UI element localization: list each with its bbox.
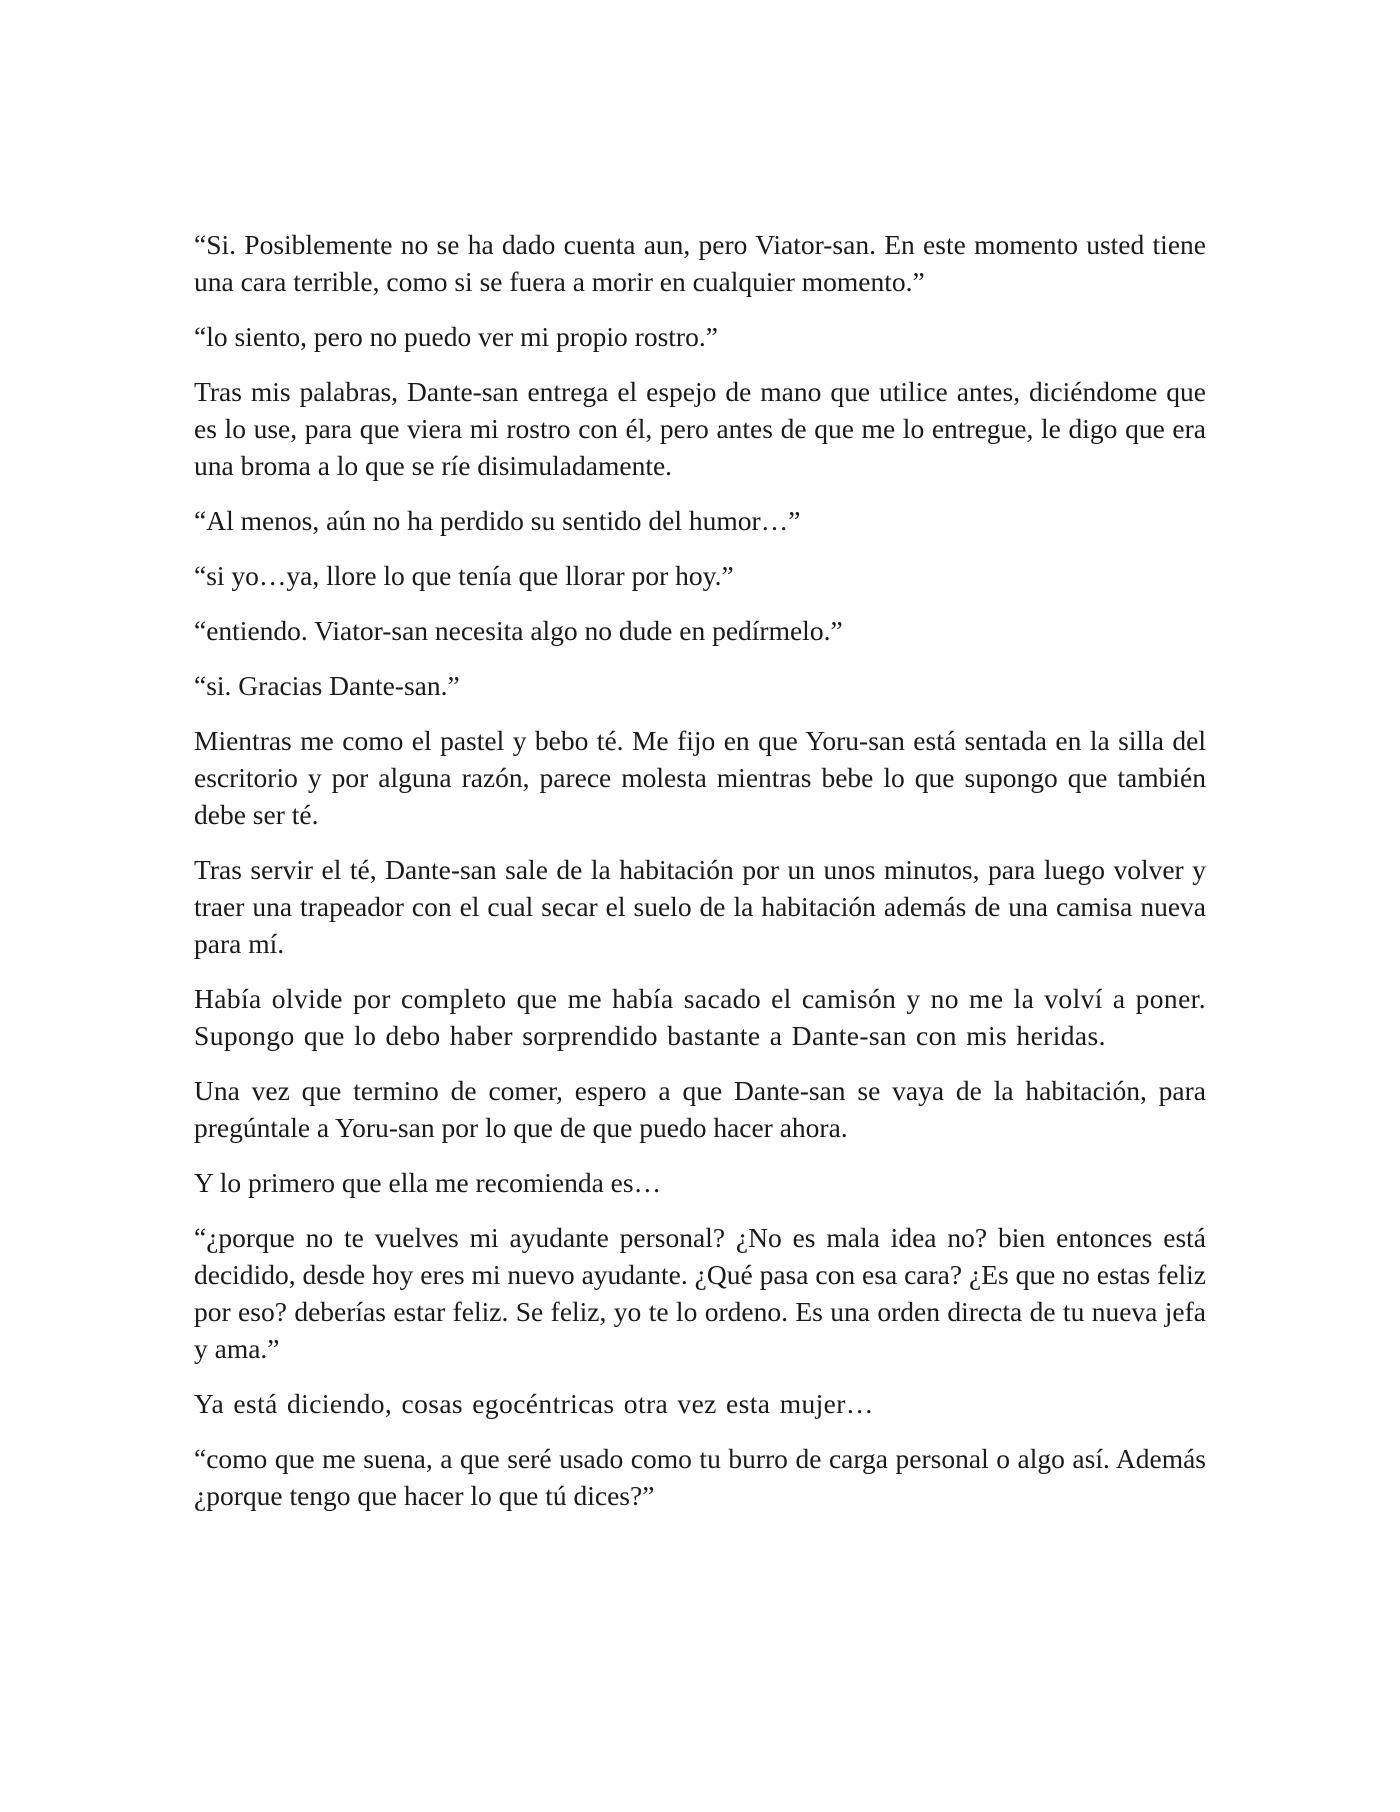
- paragraph-15: “como que me suena, a que seré usado como tu burro de carga personal o algo así. Además ¿porque tengo que hacer lo que tú dices?”: [194, 1443, 1206, 1511]
- paragraph-5: “si yo…ya, llore lo que tenía que llorar por hoy.”: [194, 560, 734, 591]
- paragraph-6: “entiendo. Viator-san necesita algo no dude en pedírmelo.”: [194, 615, 843, 646]
- paragraph-11: Una vez que termino de comer, espero a que Dante-san se vaya de la habitación, para pregúntale a Yoru-san por lo que de que puedo hacer ahora.: [194, 1075, 1206, 1143]
- paragraph-9: Tras servir el té, Dante-san sale de la habitación por un unos minutos, para luego volver y traer una trapeador con el cual secar el suelo de la habitación además de una camisa nueva para mí.: [194, 854, 1206, 959]
- paragraph-1: “Si. Posiblemente no se ha dado cuenta aun, pero Viator-san. En este momento usted tiene una cara terrible, como si se fuera a morir en cualquier momento.”: [194, 229, 1206, 297]
- paragraph-8: Mientras me como el pastel y bebo té. Me fijo en que Yoru-san está sentada en la silla del escritorio y por alguna razón, parece molesta mientras bebe lo que supongo que también debe ser té.: [194, 725, 1206, 830]
- paragraph-12: Y lo primero que ella me recomienda es…: [194, 1167, 662, 1198]
- paragraph-14: Ya está diciendo, cosas egocéntricas otra vez esta mujer…: [194, 1388, 874, 1419]
- paragraph-2: “lo siento, pero no puedo ver mi propio rostro.”: [194, 321, 718, 352]
- document-body: [194, 226, 1206, 1532]
- paragraph-13: “¿porque no te vuelves mi ayudante personal? ¿No es mala idea no? bien entonces está decidido, desde hoy eres mi nuevo ayudante. ¿Qué pasa con esa cara? ¿Es que no estas feliz por eso? deberías estar feliz. Se feliz, yo te lo ordeno. Es una orden directa de tu nueva jefa y ama.”: [194, 1222, 1206, 1364]
- paragraph-3: Tras mis palabras, Dante-san entrega el espejo de mano que utilice antes, diciéndome que es lo use, para que viera mi rostro con él, pero antes de que me lo entregue, le digo que era una broma a lo que se ríe disimuladamente.: [194, 376, 1206, 481]
- paragraph-10: Había olvide por completo que me había sacado el camisón y no me la volví a poner. Supongo que lo debo haber sorprendido bastante a Dante-san con mis heridas.: [194, 983, 1206, 1051]
- paragraph-7: “si. Gracias Dante-san.”: [194, 670, 460, 701]
- paragraph-4: “Al menos, aún no ha perdido su sentido del humor…”: [194, 505, 801, 536]
